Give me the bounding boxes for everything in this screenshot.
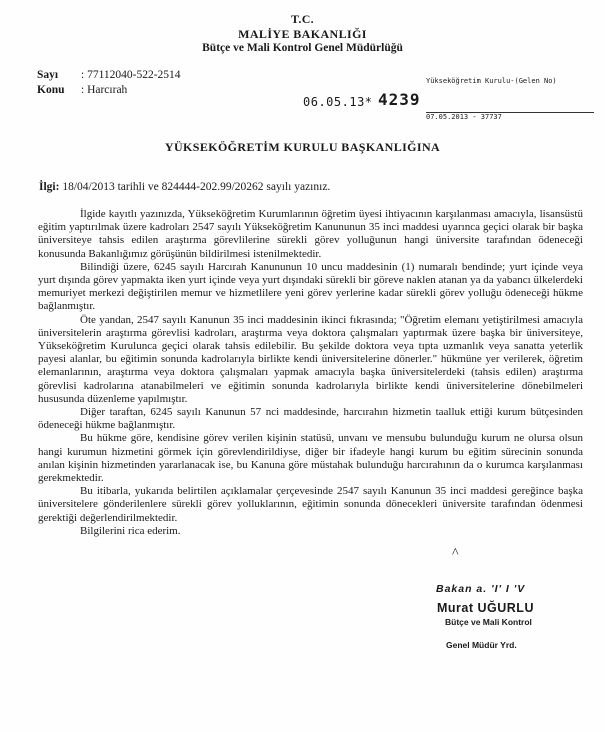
reference-text: 18/04/2013 tarihli ve 824444-202.99/20262 sayılı yazınız. [59,181,331,193]
header-tc: T.C. [291,12,314,26]
meta-sayi [37,69,181,81]
paragraph-1: İlgide kayıtlı yazınızda, Yükseköğretim Kurumlarının öğretim üyesi ihtiyacının karşılanması amacıyla, lisansüstü eğitim yaptırılmak üzere kadroları 2547 sayılı Yükseköğretim Kanununun 35 inci maddesi uyarınca geçici olarak bir başka üniversiteye tahsis edilen araştırma görevlilerine sürekli görev yolluğunun hangi üniversite tarafından ödeneceği konusunda Bakanlığımız görüşünün bildirilmesi istenilmektedir. [38,208,583,260]
signatory-name: Murat UĞURLU [437,601,534,615]
header-ministry: MALİYE BAKANLIĞI [238,27,367,41]
handwritten-mark: ^ [452,546,459,561]
sayi-label: Sayı [37,69,59,81]
header-directorate: Bütçe ve Mali Kontrol Genel Müdürlüğü [202,42,403,54]
konu-label: Konu [37,84,65,96]
receiving-stamp-org: Yükseköğretim Kurulu-(Gelen No) [426,77,557,85]
meta-konu [37,84,127,96]
receiving-stamp [426,77,596,121]
stamp-date: 06.05.13* [303,95,373,109]
paragraph-4: Diğer taraftan, 6245 sayılı Kanunun 57 nci maddesinde, harcırahın hizmetin taalluk ettiği kurum bütçesinden ödeneceği hükme bağlanmıştır. [38,406,583,432]
paragraph-6: Bu itibarla, yukarıda belirtilen açıklamalar çerçevesinde 2547 sayılı Kanunun 35 inci maddesi gereğince başka üniversitelere gönderilenlere sürekli görev yolluklarının, eğitimin sonunda dönecekleri üniversite tarafından ödenmesi gerektiği değerlendirilmektedir. [38,485,583,524]
konu-value: : Harcırah [81,84,128,96]
sayi-value: : 77112040-522-2514 [81,69,181,81]
paragraph-3: Öte yandan, 2547 sayılı Kanunun 35 inci maddesinin ikinci fıkrasında; "Öğretim elemanı yetiştirilmesi amacıyla üniversitelerin araştırma görevlisi kadroları, araştırma veya doktora çalışmaları yaptırmak üzere başka bir üniversiteye, Yükseköğretim Kurulunca geçici olarak tahsis edilebilir. Bu şekilde doktora veya tıpta uzmanlık veya sanatta yeterlik payesi alanlar, bu eğitimin sonunda kadrolarıyla birlikte kendi üniversitelerine dönerler." hükmüne yer verilerek, öğretim elemanlarının, araştırma veya doktora çalışmaları yapmak amacıyla başka üniversitelerdeki (tahsis edilen) araştırma görevlisi kadrolarına atanabilmeleri ve eğitimin sonunda kadrolarıyla birlikte kendi üniversitelerine dönebilmeleri hususunda düzenleme yapılmıştır. [38,313,583,405]
stamp-number: 4239 [378,90,421,109]
signatory-title-1: Bütçe ve Mali Kontrol [445,617,532,627]
signatory-title-2: Genel Müdür Yrd. [446,640,517,650]
signature-scribble: Bakan a. 'I' I 'V [436,583,526,595]
recipient-title: YÜKSEKÖĞRETİM KURULU BAŞKANLIĞINA [164,140,441,154]
reference-label: İlgi: [39,181,60,193]
paragraph-2: Bilindiği üzere, 6245 sayılı Harcırah Kanununun 10 uncu maddesinin (1) numaralı bendinde; yurt içinde veya yurt dışında görev yapmakta iken yurt içinde veya yurt dışındaki sürekli bir göreve naklen atanan ya da yabancı ülkelerdeki memuriyet merkezi değiştirilen memur ve hizmetlilere yeni görev yerlerine kadar sürekli görev yolluğu ödeneceği hükme bağlanmıştır. [38,260,583,313]
receiving-stamp-date: 07.05.2013 - 37737 [426,113,502,121]
paragraph-5: Bu hükme göre, kendisine görev verilen kişinin statüsü, unvanı ve mensubu bulunduğu kurum ne olursa olsun hangi kurumun hizmetini görmek için görevlendirildiyse, diğer bir ifadeyle hangi kurum bu eğitim sürecinin sonunda anılan kişinin hizmetinden yararlanacak ise, bu Kanuna göre müstahak bulunduğu harcırahının da o kurumca karşılanması gerekmektedir. [38,432,583,485]
reference-line [39,181,330,193]
letter-body [38,208,583,538]
paragraph-closing: Bilgilerini rica ederim. [80,524,181,537]
